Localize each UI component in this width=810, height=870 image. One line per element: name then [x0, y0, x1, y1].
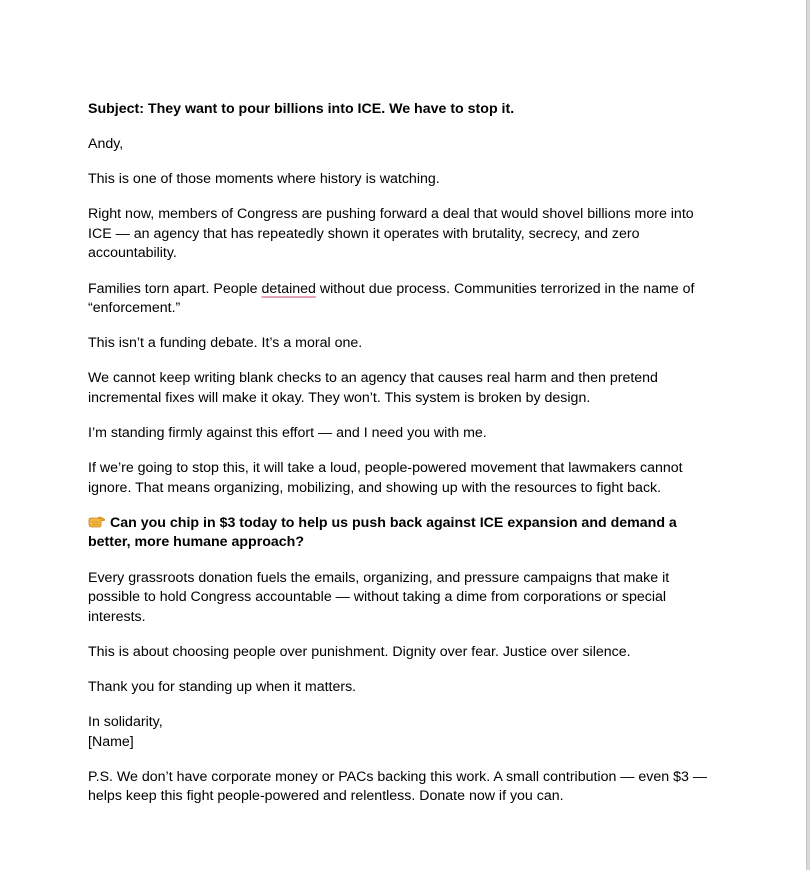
paragraph-blank-checks: We cannot keep writing blank checks to an agency that causes real harm and then pretend incremental fixes will make it okay. They won’t. This system is broken by design. — [88, 370, 658, 406]
paragraph-congress-deal: Right now, members of Congress are pushing forward a deal that would shovel billions more into ICE — an agency that has repeatedly shown it operates with brutality, secrecy, and zero accountability. — [88, 206, 694, 262]
donation-ask — [88, 514, 718, 553]
signer-name: [Name] — [88, 733, 134, 750]
signoff: In solidarity, — [88, 713, 163, 730]
paragraph-movement: If we’re going to stop this, it will take a loud, people-powered movement that lawmakers cannot ignore. That means organizing, mobilizing, and showing up with the resources to fight back. — [88, 460, 683, 496]
donation-ask-text: Can you chip in $3 today to help us push back against ICE expansion and demand a better, more humane approach? — [88, 514, 677, 551]
signature-block — [88, 713, 718, 752]
paragraph-families-end: without due process. Communities terrorized in the name of “enforcement.” — [88, 280, 695, 317]
postscript: P.S. We don’t have corporate money or PACs backing this work. A small contribution — even $3 — helps keep this fight people-powered and relentless. Donate now if you can. — [88, 768, 708, 805]
pointing-hand-icon — [88, 516, 105, 528]
paragraph-thank-you: Thank you for standing up when it matters. — [88, 678, 357, 695]
paragraph-moral: This isn’t a funding debate. It’s a moral one. — [88, 335, 363, 352]
email-document[interactable] — [88, 100, 718, 822]
page-edge-scrollbar — [806, 0, 810, 870]
paragraph-history: This is one of those moments where history is watching. — [88, 171, 440, 188]
paragraph-families — [88, 280, 718, 319]
paragraph-standing-firm: I’m standing firmly against this effort — and I need you with me. — [88, 425, 487, 442]
paragraph-grassroots: Every grassroots donation fuels the emails, organizing, and pressure campaigns that make it possible to hold Congress accountable — without taking a dime from corporations or special interests. — [88, 569, 670, 625]
spellcheck-flagged-word[interactable]: detained — [261, 280, 316, 297]
email-greeting: Andy, — [88, 136, 124, 153]
email-subject: Subject: They want to pour billions into ICE. We have to stop it. — [88, 101, 515, 117]
paragraph-families-start: Families torn apart. People — [88, 280, 262, 297]
paragraph-choosing-people: This is about choosing people over punishment. Dignity over fear. Justice over silence. — [88, 643, 631, 660]
